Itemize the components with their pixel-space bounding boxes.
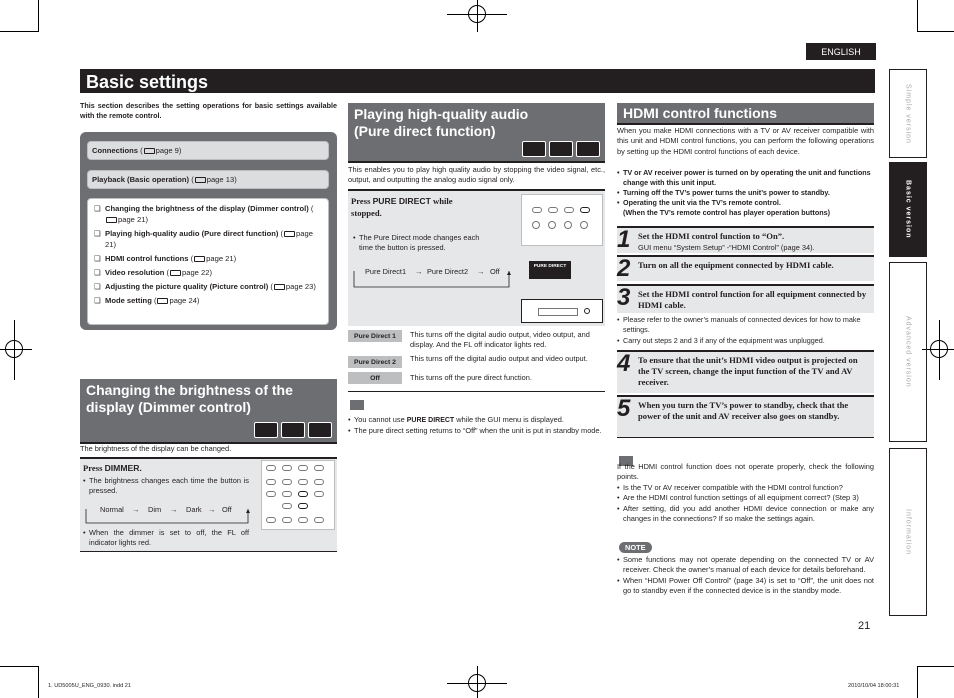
crop-mark xyxy=(38,666,39,698)
flow-arrow-icon: → xyxy=(170,505,178,514)
pure-instruction-box xyxy=(348,189,605,326)
toc-connections-link[interactable]: Connections ( page 9) xyxy=(87,141,329,160)
media-icons xyxy=(254,422,332,438)
registration-mark xyxy=(5,340,23,358)
footer-timestamp: 2010/10/04 18:00:31 xyxy=(848,683,900,689)
crop-mark xyxy=(917,666,954,667)
step-subtext-content: GUI menu “System Setup” -“HDMI Control” (page 34). xyxy=(638,243,815,252)
pure-flow xyxy=(351,267,511,289)
note-badge: NOTE xyxy=(619,542,652,553)
toc-item-ref: page 24 xyxy=(169,296,197,305)
flow-step: Pure Direct1 xyxy=(365,267,407,276)
pure-mode-label: Pure Direct 2 xyxy=(348,356,402,368)
crop-mark xyxy=(917,31,954,32)
registration-mark xyxy=(468,5,486,23)
toc-item[interactable]: ❏ Changing the brightness of the display (Dimmer control) (page 21) xyxy=(94,204,314,224)
toc-item-ref: page 22 xyxy=(182,268,210,277)
toc-item[interactable]: ❏ Mode setting ( page 24) xyxy=(94,296,200,305)
step-text: Turn on all the equipment connected by HDMI cable. xyxy=(638,260,834,270)
side-tab-label: Basic version xyxy=(904,180,912,239)
page-ref-icon xyxy=(274,284,285,290)
page-number: 21 xyxy=(858,620,871,632)
flow-step: Pure Direct2 xyxy=(427,267,469,276)
cd-disc-icon xyxy=(308,422,332,438)
registration-mark xyxy=(468,674,486,692)
player-unit-illustration xyxy=(521,299,603,323)
hdmi-feature: • TV or AV receiver power is turned on by operating the unit and functions change with this unit input. xyxy=(617,168,874,188)
side-tab-simple[interactable] xyxy=(889,69,927,158)
flow-step: Dark xyxy=(186,505,202,514)
checkbox-icon: ❏ xyxy=(94,204,101,213)
toc-item[interactable]: ❏ Playing high-quality audio (Pure direct function) ( page 21) xyxy=(94,229,313,249)
step-number: 5 xyxy=(617,395,631,422)
step-text: When you turn the TV’s power to standby, check that the power of the unit and AV receiver also goes on standby. xyxy=(638,400,849,421)
dvd-disc-icon xyxy=(281,422,305,438)
pure-table-row xyxy=(348,354,605,368)
dimmer-flow xyxy=(88,505,260,519)
intro-text: This section describes the setting operations for basic settings available with the remote control. xyxy=(80,101,337,120)
dimmer-key-label: DIMMER. xyxy=(104,463,142,473)
press-prefix: Press xyxy=(83,463,103,473)
pure-press-line xyxy=(351,195,483,219)
step3-notes xyxy=(617,315,874,346)
checkbox-icon: ❏ xyxy=(94,229,101,238)
pure-description: This enables you to play high quality audio by stopping the video signal, etc., output, and outputting the analog audio signal only. xyxy=(348,165,605,185)
dimmer-instruction-box xyxy=(80,457,337,551)
pure-table-row xyxy=(348,372,605,384)
trouble-item: • Is the TV or AV receiver compatible with the HDMI control function? xyxy=(617,483,874,493)
dimmer-description: The brightness of the display can be changed. xyxy=(80,444,232,453)
crop-mark xyxy=(0,31,38,32)
hdmi-notes xyxy=(617,555,874,597)
hdmi-intro: When you make HDMI connections with a TV or AV receiver compatible with this unit and HDMI control functions, you can perform the following operations by setting up the HDMI control functions of each device. xyxy=(617,126,874,156)
step-number: 1 xyxy=(617,226,631,253)
language-tab: ENGLISH xyxy=(806,43,876,60)
crop-mark xyxy=(38,0,39,32)
hdmi-step xyxy=(617,395,874,437)
toc-connections-label: Connections xyxy=(92,146,138,155)
step-note: • Carry out steps 2 and 3 if any of the equipment was unplugged. xyxy=(617,336,874,346)
bd-disc-icon xyxy=(254,422,278,438)
pure-note: • The pure direct setting returns to “Off” when the unit is put in standby mode. xyxy=(348,426,605,436)
pure-mode-table xyxy=(348,330,605,388)
toc-playback-label: Playback (Basic operation) xyxy=(92,175,190,184)
checkbox-icon: ❏ xyxy=(94,268,101,277)
page-ref-icon xyxy=(194,256,205,262)
toc-list xyxy=(87,198,329,325)
note-text: while the GUI menu is displayed. xyxy=(456,415,564,424)
divider xyxy=(348,161,605,163)
bd-disc-icon xyxy=(522,141,546,157)
toc-item-label: HDMI control functions xyxy=(105,254,189,263)
trouble-intro: If the HDMI control function does not operate properly, check the following points. xyxy=(617,462,874,482)
page-ref-icon xyxy=(157,298,168,304)
dimmer-bullet: • When the dimmer is set to off, the FL off indicator lights red. xyxy=(83,528,249,549)
toc-item-ref: page 21 xyxy=(206,254,234,263)
toc-item-ref: page 23 xyxy=(285,282,314,291)
side-tab-label: Information xyxy=(904,508,912,556)
step-subtext xyxy=(638,243,874,252)
note-text: You cannot use xyxy=(354,415,405,424)
divider xyxy=(348,391,605,392)
toc-item[interactable]: ❏ Adjusting the picture quality (Picture control) ( page 23) xyxy=(94,282,316,291)
hdmi-feature: • Turning off the TV’s power turns the unit’s power to standby. xyxy=(617,188,874,198)
trouble-item: • After setting, did you add another HDMI device connection or make any changes in the connections? If so make the settings again. xyxy=(617,504,874,525)
hdmi-step xyxy=(617,284,874,313)
pure-mode-desc: This turns off the digital audio output, video output, and display. And the FL off indicator lights red. xyxy=(410,330,590,349)
pure-mode-label: Off xyxy=(348,372,402,384)
hdmi-troubleshoot xyxy=(617,462,874,524)
crop-mark xyxy=(917,0,918,32)
pure-heading: Playing high-quality audio (Pure direct function) xyxy=(354,106,529,139)
toc-item-ref: page 21 xyxy=(105,229,313,249)
hdmi-note: • When “HDMI Power Off Control” (page 34) is set to “Off”, the unit does not go to standby even if the connected device is in the standby mode. xyxy=(617,576,874,597)
step-text: Set the HDMI control function to “On”. xyxy=(638,231,785,241)
pure-mode-label: Pure Direct 1 xyxy=(348,330,402,342)
checkbox-icon: ❏ xyxy=(94,296,101,305)
trouble-item: • Are the HDMI control function settings of all equipment correct? (Step 3) xyxy=(617,493,874,503)
flow-arrow-icon: → xyxy=(477,267,485,276)
hdmi-feature-note: (When the TV’s remote control has player operation buttons) xyxy=(623,208,830,217)
dimmer-bullet: • The brightness changes each time the button is pressed. xyxy=(83,476,249,497)
toc-playback-ref: page 13 xyxy=(206,175,235,184)
crop-mark xyxy=(917,666,918,698)
flow-arrow-icon: → xyxy=(208,505,216,514)
note-key: PURE DIRECT xyxy=(406,417,455,424)
page-ref-icon xyxy=(195,177,206,183)
remote-illustration xyxy=(521,194,603,246)
pure-table-row xyxy=(348,330,605,350)
hdmi-heading: HDMI control functions xyxy=(623,105,777,121)
remote-illustration xyxy=(261,460,335,530)
divider xyxy=(80,551,337,552)
hdmi-step xyxy=(617,350,874,393)
hdmi-note: • Some functions may not operate depending on the connected TV or AV receiver. Check the owner’s manual of each device for details beforehand. xyxy=(617,555,874,576)
flow-step: Normal xyxy=(100,505,124,514)
memo-icon xyxy=(350,400,364,410)
flow-step: Off xyxy=(222,505,232,514)
toc-playback-link[interactable]: Playback (Basic operation) ( page 13) xyxy=(87,170,329,189)
step-number: 2 xyxy=(617,255,631,282)
toc-item-label: Changing the brightness of the display (Dimmer control) xyxy=(105,204,309,213)
hdmi-feature: • Operating the unit via the TV’s remote control. xyxy=(617,198,874,208)
toc-item-label: Adjusting the picture quality (Picture control) xyxy=(105,282,269,291)
dvd-disc-icon xyxy=(549,141,573,157)
pure-key-label: PURE DIRECT xyxy=(372,196,431,206)
pure-header-panel xyxy=(348,103,605,161)
page-ref-icon xyxy=(170,270,181,276)
hdmi-header-panel xyxy=(617,103,874,123)
flow-arrow-icon: → xyxy=(132,505,140,514)
toc-connections-ref: page 9 xyxy=(155,146,179,155)
press-prefix: Press xyxy=(351,196,371,206)
toc-item[interactable]: ❏ Video resolution ( page 22) xyxy=(94,268,212,277)
toc-panel xyxy=(80,132,337,330)
step-number: 3 xyxy=(617,284,631,311)
pure-bullet: • The Pure Direct mode changes each time the button is pressed. xyxy=(353,233,483,254)
pure-direct-button-display: PURE DIRECT xyxy=(529,261,571,279)
step-note: • Please refer to the owner’s manuals of connected devices for how to make settings. xyxy=(617,315,874,336)
hdmi-features xyxy=(617,168,874,218)
registration-mark xyxy=(930,340,948,358)
step-text: To ensure that the unit’s HDMI video output is projected on the TV screen, change the input function of the TV and AV receiver. xyxy=(638,355,858,387)
flow-step: Off xyxy=(490,267,500,276)
dimmer-press-line xyxy=(83,463,142,473)
side-tab-basic[interactable] xyxy=(889,162,927,257)
toc-item-label: Video resolution xyxy=(105,268,165,277)
flow-arrow-icon: → xyxy=(415,267,423,276)
step-number: 4 xyxy=(617,350,631,377)
crop-mark xyxy=(0,666,38,667)
pure-notes xyxy=(348,415,605,437)
checkbox-icon: ❏ xyxy=(94,254,101,263)
side-tab-label: Simple version xyxy=(904,83,912,144)
toc-item-ref: page 21 xyxy=(118,215,146,224)
toc-item-label: Mode setting xyxy=(105,296,152,305)
page-ref-icon xyxy=(144,148,155,154)
press-suffix: while stopped. xyxy=(351,196,453,218)
page-title: Basic settings xyxy=(80,69,875,93)
dimmer-heading: Changing the brightness of the display (Dimmer control) xyxy=(86,382,293,415)
divider xyxy=(617,123,874,125)
flow-step: Dim xyxy=(148,505,162,514)
pure-mode-desc: This turns off the pure direct function. xyxy=(410,373,532,382)
cd-disc-icon xyxy=(576,141,600,157)
media-icons xyxy=(522,141,600,157)
checkbox-icon: ❏ xyxy=(94,282,101,291)
footer-file-info: 1. UD5005U_ENG_0930. indd 21 xyxy=(48,683,132,689)
page-ref-icon xyxy=(284,231,295,237)
toc-item[interactable]: ❏ HDMI control functions ( page 21) xyxy=(94,254,237,263)
page-ref-icon xyxy=(106,217,117,223)
toc-item-label: Playing high-quality audio (Pure direct function) xyxy=(105,229,279,238)
side-tab-information[interactable] xyxy=(889,448,927,616)
dimmer-header-panel xyxy=(80,379,337,442)
side-tab-advanced[interactable] xyxy=(889,262,927,442)
step-text: Set the HDMI control function for all equipment connected by HDMI cable. xyxy=(638,289,867,310)
divider xyxy=(617,437,874,438)
side-tab-label: Advanced version xyxy=(904,316,912,388)
hdmi-step xyxy=(617,255,874,281)
pure-mode-desc: This turns off the digital audio output and video output. xyxy=(410,354,588,363)
hdmi-step xyxy=(617,226,874,253)
pure-note xyxy=(348,415,605,426)
